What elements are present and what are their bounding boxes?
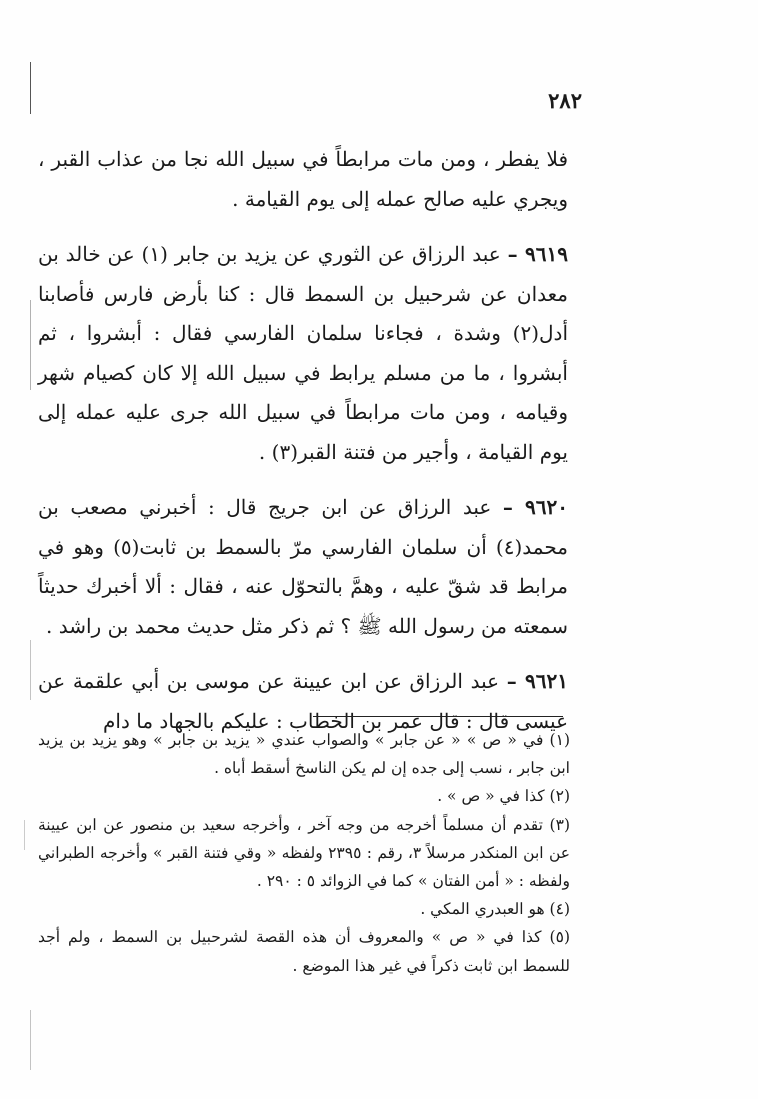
footnote: (٤) هو العبدري المكي .	[420, 900, 570, 919]
scan-edge-mark	[24, 820, 25, 850]
scan-edge-mark	[30, 1010, 31, 1070]
hadith-number: ٩٦٢١ –	[506, 669, 569, 693]
hadith-text: عبد الرزاق عن ابن عيينة عن موسى بن أبي علقمة عن عيسى قال : قال عمر بن الخطاب : عليكم بالجهاد ما دام	[38, 669, 568, 733]
footnote-divider	[313, 716, 563, 717]
footnotes	[38, 726, 570, 980]
paragraph	[38, 140, 568, 219]
hadith-text: عبد الرزاق عن ابن جريج قال : أخبرني مصعب بن محمد(٤) أن سلمان الفارسي مرّ بالسمط بن ثابت(٥) وهو في مرابط قد شقّ عليه ، وهمَّ بالتحوّل عنه ، فقال : ألا أخبرك حديثاً سمعته من رسول الله ﷺ ؟ ثم ذكر مثل حديث محمد بن راشد .	[38, 495, 568, 638]
footnote: (٢) كذا في « ص » .	[437, 787, 570, 806]
hadith-paragraph	[38, 235, 568, 472]
page-number: ٢٨٢	[548, 88, 582, 113]
footnote: (٥) كذا في « ص » والمعروف أن هذه القصة لشرحبيل بن السمط ، ولم أجد للسمط ابن ثابت ذكراً في غير هذا الموضع .	[38, 928, 570, 975]
hadith-number: ٩٦٢٠ –	[502, 495, 568, 519]
hadith-paragraph	[38, 488, 568, 646]
footnote: (١) في « ص » « عن جابر » والصواب عندي « يزيد بن جابر » وهو يزيد بن يزيد ابن جابر ، نسب إلى جده إن لم يكن الناسخ أسقط أباه .	[38, 731, 570, 778]
scan-edge-mark	[30, 300, 31, 390]
main-text	[38, 140, 568, 741]
scan-edge-mark	[30, 640, 31, 700]
footnote: (٣) تقدم أن مسلماً أخرجه من وجه آخر ، وأخرجه سعيد بن منصور عن ابن عيينة عن ابن المنكدر مرسلاً ٣، رقم : ٢٣٩٥ ولفظه « وقي فتنة القبر » وأخرجه الطبراني ولفظه : « أمن الفتان » كما في الزوائد ٥ : ٢٩٠ .	[38, 815, 570, 891]
hadith-text: عبد الرزاق عن الثوري عن يزيد بن جابر (١) عن خالد بن معدان عن شرحبيل بن السمط قال : كنا بأرض فارس فأصابنا أدل(٢) وشدة ، فجاءنا سلمان الفارسي فقال : أبشروا ، ثم أبشروا ، ما من مسلم يرابط في سبيل الله إلا كان كصيام شهر وقيامه ، ومن مات مرابطاً في سبيل الله جرى عليه عمله إلى يوم القيامة ، وأجير من فتنة القبر(٣) .	[38, 242, 568, 464]
scan-edge-mark	[30, 62, 31, 114]
hadith-number: ٩٦١٩ –	[507, 242, 568, 266]
paragraph-text: فلا يفطر ، ومن مات مرابطاً في سبيل الله نجا من عذاب القبر ، ويجري عليه صالح عمله إلى يوم القيامة .	[38, 147, 568, 211]
